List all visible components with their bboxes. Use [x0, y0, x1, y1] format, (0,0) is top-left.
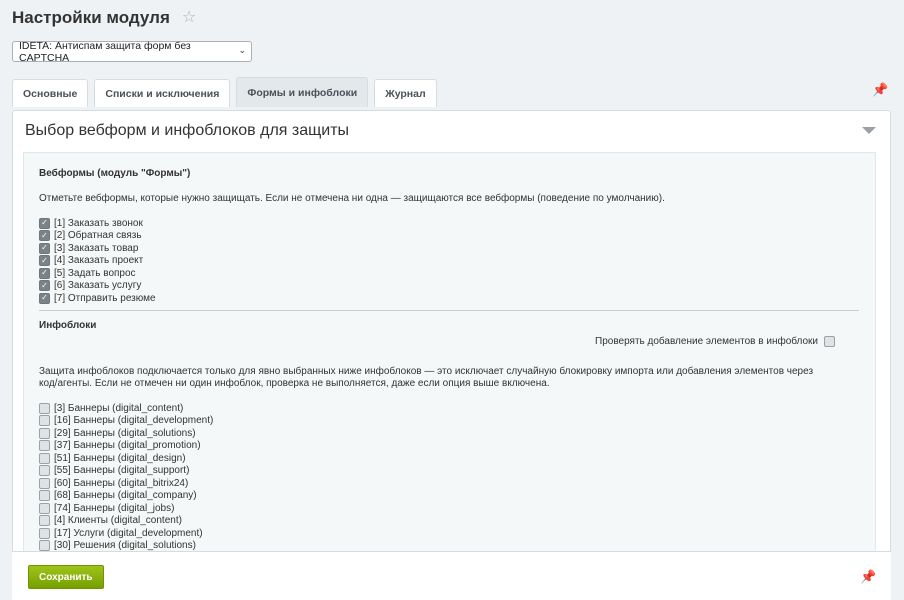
- tab-bar: [12, 77, 443, 107]
- webform-checkbox[interactable]: [39, 268, 50, 279]
- iblock-checkbox[interactable]: [39, 490, 50, 501]
- iblock-label: [74] Баннеры (digital_jobs): [54, 502, 175, 514]
- webform-checkbox[interactable]: [39, 243, 50, 254]
- iblock-item[interactable]: [39, 515, 213, 528]
- iblock-check-option-checkbox[interactable]: [824, 336, 835, 347]
- iblock-item[interactable]: [39, 452, 213, 465]
- iblock-checkbox[interactable]: [39, 503, 50, 514]
- webform-label: [6] Заказать услугу: [54, 280, 142, 292]
- iblock-item[interactable]: [39, 440, 213, 453]
- iblock-item[interactable]: [39, 527, 213, 540]
- iblock-item[interactable]: [39, 502, 213, 515]
- webform-label: [3] Заказать товар: [54, 242, 139, 254]
- webform-item[interactable]: [39, 267, 156, 280]
- star-icon[interactable]: ☆: [181, 9, 197, 26]
- iblock-label: [37] Баннеры (digital_promotion): [54, 440, 201, 452]
- webform-label: [7] Отправить резюме: [54, 292, 156, 304]
- iblock-label: [17] Услуги (digital_development): [54, 527, 203, 539]
- tab-label: Формы и инфоблоки: [247, 86, 358, 99]
- webform-label: [2] Обратная связь: [54, 230, 142, 242]
- tab-journal[interactable]: [374, 79, 436, 107]
- iblock-item[interactable]: [39, 465, 213, 478]
- webform-item[interactable]: [39, 242, 156, 255]
- webform-checkbox[interactable]: [39, 293, 50, 304]
- tab-lists-exceptions[interactable]: [94, 79, 230, 107]
- collapse-triangle-icon[interactable]: [862, 127, 876, 134]
- tab-label: Списки и исключения: [105, 87, 220, 100]
- webform-item[interactable]: [39, 280, 156, 293]
- iblock-item[interactable]: [39, 402, 213, 415]
- panel-content: [23, 152, 876, 570]
- iblock-checkbox[interactable]: [39, 403, 50, 414]
- tab-label: Основные: [23, 87, 78, 100]
- iblock-item[interactable]: [39, 427, 213, 440]
- panel-title: Выбор вебформ и инфоблоков для защиты: [25, 122, 350, 139]
- tab-forms-iblocks[interactable]: [236, 77, 368, 107]
- iblocks-description-line1: Защита инфоблоков подключается только для явно выбранных ниже инфоблоков — это исключает случайную блокировку импорта или добавления элементов через: [39, 366, 814, 377]
- webform-checkbox[interactable]: [39, 230, 50, 241]
- iblock-checkbox[interactable]: [39, 528, 50, 539]
- webform-item[interactable]: [39, 292, 156, 305]
- iblock-checkbox[interactable]: [39, 415, 50, 426]
- webform-label: [1] Заказать звонок: [54, 217, 143, 229]
- iblock-label: [30] Решения (digital_solutions): [54, 540, 196, 552]
- iblock-label: [55] Баннеры (digital_support): [54, 465, 190, 477]
- settings-panel: [12, 110, 891, 570]
- save-button[interactable]: Сохранить: [28, 565, 104, 589]
- webform-checkbox[interactable]: [39, 255, 50, 266]
- iblock-label: [60] Баннеры (digital_bitrix24): [54, 477, 189, 489]
- iblock-item[interactable]: [39, 415, 213, 428]
- iblock-checkbox[interactable]: [39, 440, 50, 451]
- iblock-label: [29] Баннеры (digital_solutions): [54, 427, 196, 439]
- iblock-label: [16] Баннеры (digital_development): [54, 415, 214, 427]
- webform-label: [5] Задать вопрос: [54, 267, 136, 279]
- iblock-label: [51] Баннеры (digital_design): [54, 452, 186, 464]
- module-select-value: IDETA: Антиспам защита форм без CAPTCHA: [19, 39, 191, 64]
- footer-bar: [12, 551, 891, 600]
- webform-checkbox[interactable]: [39, 218, 50, 229]
- iblock-label: [68] Баннеры (digital_company): [54, 490, 197, 502]
- page-title: Настройки модуля: [12, 8, 170, 27]
- webforms-section-title: Вебформы (модуль "Формы"): [39, 168, 191, 179]
- webform-label: [4] Заказать проект: [54, 255, 144, 267]
- webforms-list: [39, 217, 156, 305]
- iblock-checkbox[interactable]: [39, 453, 50, 464]
- webform-item[interactable]: [39, 230, 156, 243]
- iblock-check-option-label: Проверять добавление элементов в инфоблоки: [595, 336, 818, 347]
- iblocks-description-line2: код/агенты. Если не отмечен ни один инфоблок, проверка не выполняется, даже если опция выше включена.: [39, 378, 550, 389]
- iblock-checkbox[interactable]: [39, 515, 50, 526]
- tab-main[interactable]: [12, 79, 88, 107]
- webform-checkbox[interactable]: [39, 280, 50, 291]
- iblock-item[interactable]: [39, 490, 213, 503]
- pin-icon[interactable]: 📌: [860, 569, 877, 584]
- page-header: [12, 8, 196, 28]
- iblock-checkbox[interactable]: [39, 428, 50, 439]
- webforms-description: Отметьте вебформы, которые нужно защищать. Если не отмечена ни одна — защищаются все вебформы (поведение по умолчанию).: [39, 193, 665, 204]
- iblocks-list: [39, 402, 213, 552]
- module-select[interactable]: [12, 41, 252, 62]
- iblock-label: [4] Клиенты (digital_content): [54, 515, 182, 527]
- iblock-checkbox[interactable]: [39, 540, 50, 551]
- iblocks-section-title: Инфоблоки: [39, 320, 97, 331]
- webform-item[interactable]: [39, 255, 156, 268]
- iblock-check-option[interactable]: [595, 336, 835, 347]
- webform-item[interactable]: [39, 217, 156, 230]
- tab-label: Журнал: [385, 87, 426, 100]
- iblock-label: [3] Баннеры (digital_content): [54, 402, 184, 414]
- chevron-down-icon: ⌄: [238, 45, 246, 55]
- iblock-checkbox[interactable]: [39, 478, 50, 489]
- section-divider: [39, 310, 859, 311]
- pin-icon[interactable]: 📌: [872, 82, 889, 97]
- iblock-checkbox[interactable]: [39, 465, 50, 476]
- iblock-item[interactable]: [39, 477, 213, 490]
